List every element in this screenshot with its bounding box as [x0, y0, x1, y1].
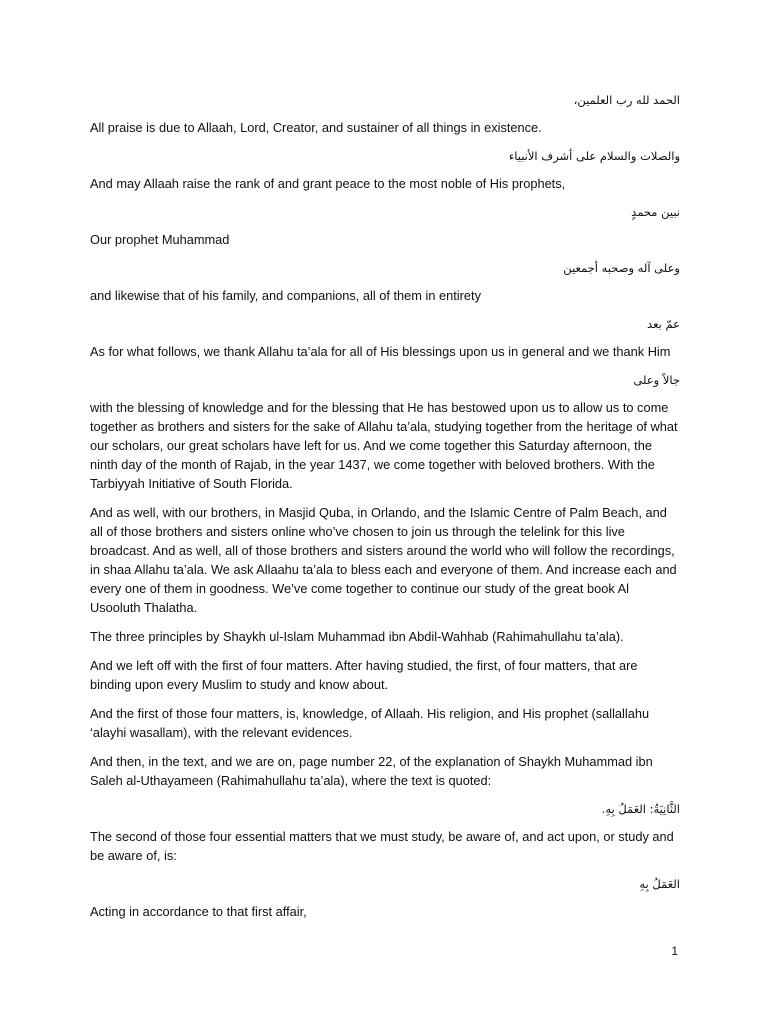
- page-number: 1: [671, 944, 678, 958]
- paragraph-blessing-of-knowledge: with the blessing of knowledge and for the blessing that He has bestowed upon us to allow us to come together as brothers and sisters for the sake of Allahu ta’ala, studying together from the heritage of what our scholars, our great scholars have left for us. And we come together this Saturday afternoon, the ninth day of the month of Rajab, in the year 1437, we come together with beloved brothers. With the Tarbiyyah Initiative of South Florida.: [90, 400, 678, 491]
- arabic-line-praise: الحمد لله رب العلمين،: [573, 93, 680, 107]
- paragraph-praise-translation: All praise is due to Allaah, Lord, Creator, and sustainer of all things in existence.: [90, 120, 542, 135]
- paragraph-knowledge-of-allaah: And the first of those four matters, is, knowledge, of Allaah. His religion, and His prophet (sallallahu ‘alayhi wasallam), with the relevant evidences.: [90, 706, 650, 740]
- paragraph-page-22: And then, in the text, and we are on, page number 22, of the explanation of Shaykh Muhammad ibn Saleh al-Uthayameen (Rahimahullahu ta’ala), where the text is quoted:: [90, 754, 653, 788]
- arabic-line-short: جالاً وعلى: [633, 373, 680, 387]
- paragraph-family-translation: and likewise that of his family, and companions, all of them in entirety: [90, 288, 481, 303]
- document-body: [90, 91, 680, 931]
- paragraph-salat-translation: And may Allaah raise the rank of and grant peace to the most noble of His prophets,: [90, 176, 566, 191]
- arabic-line-amma-bad: عمّ بعد: [647, 317, 680, 331]
- arabic-line-family: وعلى آله وصحبه أجمعين: [563, 261, 680, 275]
- arabic-line-prophet: نبين محمدٍ: [631, 205, 680, 219]
- paragraph-brothers-masjid-quba: And as well, with our brothers, in Masjid Quba, in Orlando, and the Islamic Centre of Palm Beach, and all of those brothers and sisters online who’ve chosen to join us through the telelink for this live broadcast. And as well, all of those brothers and sisters around the world who will follow the recordings, in shaa Allahu ta’ala. We ask Allaahu ta’ala to bless each and everyone of them. And increase each and every one of them in goodness. We’ve come together to continue our study of the great book Al Usooluth Thalatha.: [90, 505, 677, 615]
- arabic-line-acting: العَمَلُ بِهِ: [639, 877, 680, 891]
- paragraph-prophet-translation: Our prophet Muhammad: [90, 232, 230, 247]
- arabic-line-second-matter: الثَّانِيَةُ: العَمَلُ بِهِ.: [601, 802, 680, 816]
- paragraph-first-of-four-matters: And we left off with the first of four matters. After having studied, the first, of four matters, that are binding upon every Muslim to study and know about.: [90, 658, 638, 692]
- paragraph-three-principles: The three principles by Shaykh ul-Islam Muhammad ibn Abdil-Wahhab (Rahimahullahu ta’ala).: [90, 629, 624, 644]
- paragraph-acting-in-accordance: Acting in accordance to that first affair,: [90, 904, 307, 919]
- arabic-line-salat: والصلات والسلام على أشرف الأنبياء: [508, 149, 680, 163]
- paragraph-as-for-what-follows: As for what follows, we thank Allahu ta’ala for all of His blessings upon us in general and we thank Him: [90, 344, 671, 359]
- paragraph-second-of-four: The second of those four essential matters that we must study, be aware of, and act upon, or study and be aware of, is:: [90, 829, 674, 863]
